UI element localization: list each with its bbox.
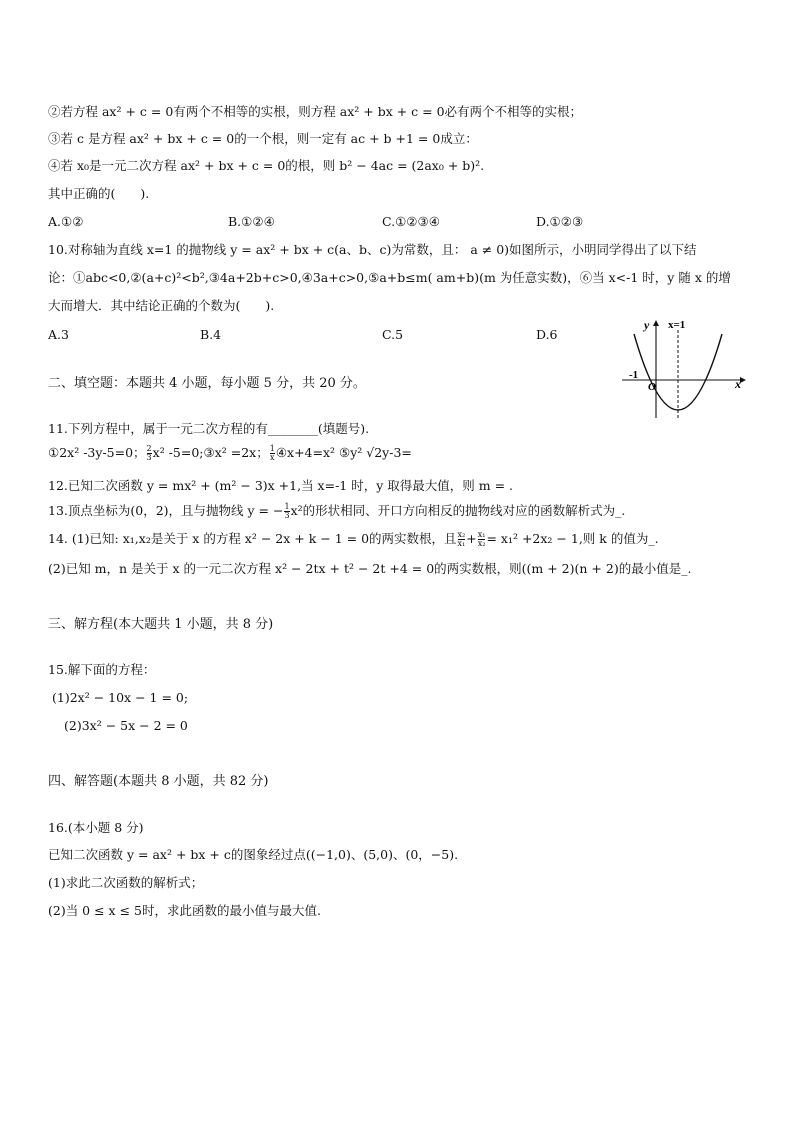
q9-statement-4: ④若 x₀是一元二次方程 ax² + bx + c = 0的根，则 b² − 4ac = (2ax₀ + b)². [48,158,485,173]
q15-title: 15.解下面的方程： [48,662,156,677]
q16-part-2: (2)当 0 ≤ x ≤ 5时，求此函数的最小值与最大值. [48,903,321,918]
fraction-denominator: x₁ [457,539,466,548]
y-axis-arrow [653,320,659,326]
section-2-heading: 二、填空题：本题共 4 小题，每小题 5 分，共 20 分。 [48,376,366,391]
fraction-numerator: x₁ [477,530,486,539]
q15-part-2: (2)3x² − 5x − 2 = 0 [64,718,188,733]
q13-stem [48,503,625,520]
q11-equation-2: x² -5=0;③x² =2x； [152,445,269,460]
fraction-denominator: 3 [284,511,290,520]
fraction-numerator: x₂ [457,530,466,539]
q15-part-1: (1)2x² − 10x − 1 = 0; [52,690,189,705]
q10-stem-line-1: 10.对称轴为直线 x=1 的抛物线 y = ax² + bx + c(a、b、c)为常数，且： a ≠ 0)如图所示，小明同学得出了以下结 [48,242,697,257]
q9-option-c: C.①②③④ [382,214,440,229]
q11-equation-1: ①2x² -3y-5=0； [48,445,146,460]
fraction-numerator: 2 [146,444,152,453]
q10-option-b: B.4 [200,327,222,342]
symmetry-axis-label: x=1 [668,319,686,331]
fraction-denominator: x [270,453,275,462]
q14-part-2: (2)已知 m，n 是关于 x 的一元二次方程 x² − 2tx + t² − 2t +4 = 0的两实数根，则((m + 2)(n + 2)的最小值是_. [48,561,692,576]
q14-fraction-2 [478,531,486,548]
q11-fraction [147,445,152,462]
q16-part-1: (1)求此二次函数的解析式； [48,875,204,890]
parabola-figure [612,314,752,420]
origin-label: O [648,381,656,393]
fraction-numerator: 1 [284,502,290,511]
q11-equation-5: √2y-3= [366,445,412,460]
q9-statement-3: ③若 c 是方程 ax² + bx + c = 0的一个根，则一定有 ac + b +1 = 0成立： [48,131,478,146]
q9-option-b: B.①②④ [228,214,275,229]
y-axis-label: y [644,318,650,332]
q9-prompt: 其中正确的( ). [48,186,150,201]
q13-text-b: x²的形状相同、开口方向相反的抛物线对应的函数解析式为_. [290,503,626,518]
q11-fraction-2 [270,445,275,462]
q14-part-1: 14. (1)已知: x₁,x₂是关于 x 的方程 x² − 2x + k − 1 = 0的两实数根，且 $\frac{\text{x₂}}{\text{x₁}}$ + $\frac{\text{x₁}}{\text{x₂}}$ = x₁² +2x₂ − 1,则 k 的值为_. [48,530,659,548]
q14-fraction-1 [458,531,466,548]
fraction-denominator: x₂ [477,539,486,548]
q13-fraction [284,503,289,520]
q16-title: 16.(本小题 8 分) [48,820,144,835]
q10-stem-line-2: 论：①abc<0,②(a+c)²<b²,③4a+2b+c>0,④3a+c>0,⑤a+b≤m( am+b)(m 为任意实数)，⑥当 x<-1 时，y 随 x 的增 [48,270,731,285]
q11-equation-4: ④x+4=x² ⑤y² [275,445,363,460]
tick-label-neg1: -1 [629,369,639,381]
section-3-heading: 三、解方程(本大题共 1 小题，共 8 分) [48,617,274,632]
q14-text-b: = x₁² +2x₂ − 1,则 k 的值为_. [486,531,659,546]
section-4-heading: 四、解答题(本题共 8 小题，共 82 分) [48,774,269,789]
q10-option-c: C.5 [382,327,404,342]
q9-option-d: D.①②③ [536,214,584,229]
q9-option-a: A.①② [48,214,84,229]
q10-stem-line-3: 大而增大．其中结论正确的个数为( ). [48,298,275,313]
q9-statement-2: ②若方程 ax² + c = 0有两个不相等的实根，则方程 ax² + bx + c = 0必有两个不相等的实根； [48,104,583,119]
q11-stem: 11.下列方程中，属于一元二次方程的有________(填题号). [48,421,370,436]
q11-equations [48,445,412,462]
q14-text-a: 14. (1)已知: x₁,x₂是关于 x 的方程 x² − 2x + k − 1 = 0的两实数根，且 [48,531,457,546]
x-axis-label: x [735,377,741,391]
fraction-denominator: 3 [146,453,152,462]
fraction-numerator: 1 [269,444,275,453]
q13-text-a: 13.顶点坐标为(0，2)，且与抛物线 y = − [48,503,284,518]
q12-stem: 12.已知二次函数 y = mx² + (m² − 3)x +1,当 x=-1 时，y 取得最大值，则 m = . [48,478,513,493]
q16-stem: 已知二次函数 y = ax² + bx + c的图象经过点((−1,0)、(5,0)、(0，−5). [48,847,459,862]
q10-option-a: A.3 [48,327,69,342]
q10-option-d: D.6 [536,327,558,342]
